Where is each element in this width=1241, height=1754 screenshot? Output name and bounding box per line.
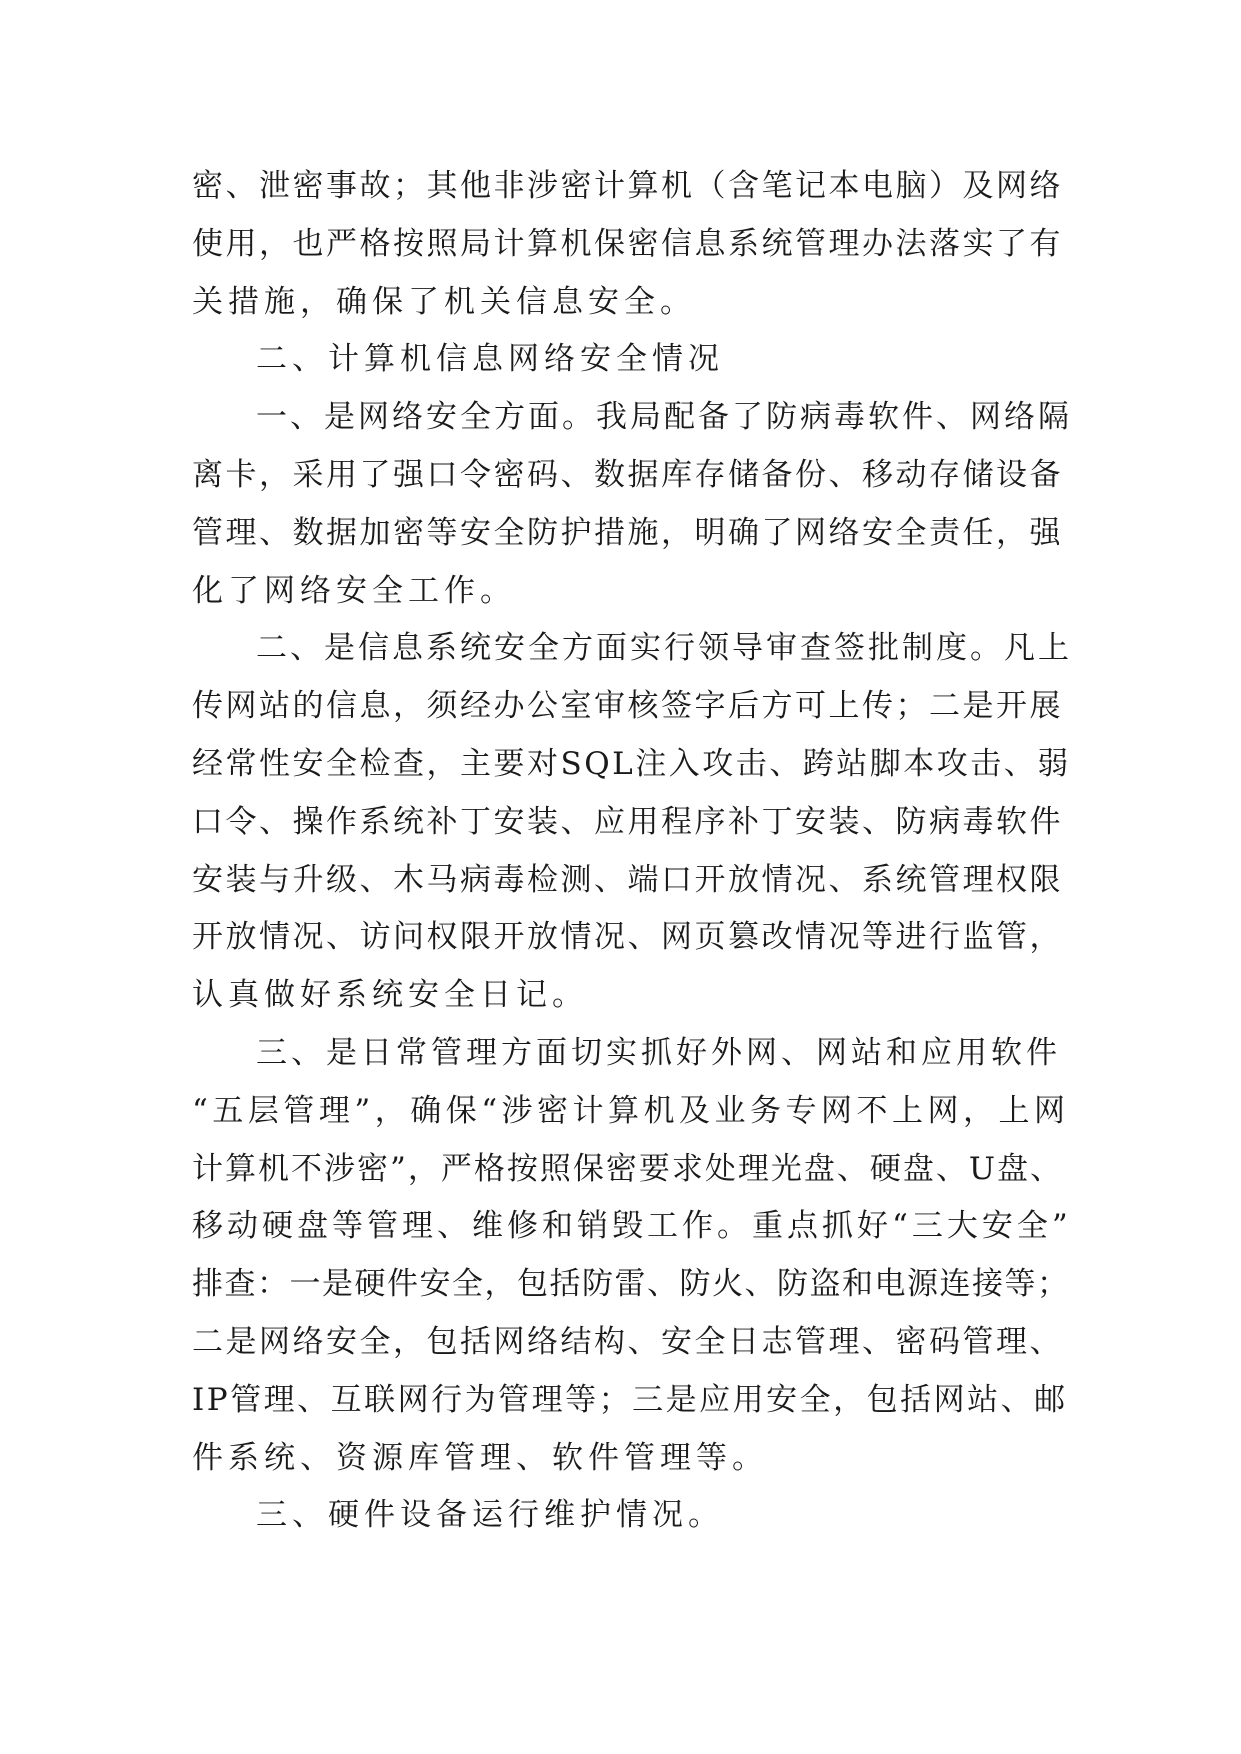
text-line: 离卡，采用了强口令密码、数据库存储备份、移动存储设备 [192, 456, 1063, 493]
text-line: 化了网络安全工作。 [192, 572, 516, 609]
text-line: 二、是信息系统安全方面实行领导审查签批制度。凡上 [256, 630, 1072, 667]
text-line: 经常性安全检查，主要对SQL注入攻击、跨站脚本攻击、弱 [192, 745, 1071, 782]
text-line: 一、是网络安全方面。我局配备了防病毒软件、网络隔 [256, 399, 1072, 436]
text-line: 移动硬盘等管理、维修和销毁工作。重点抓好“三大安全” [192, 1208, 1072, 1245]
text-line: 开放情况、访问权限开放情况、网页篡改情况等进行监管， [192, 919, 1063, 956]
text-line: 使用，也严格按照局计算机保密信息系统管理办法落实了有 [192, 225, 1063, 262]
text-line: 管理、数据加密等安全防护措施，明确了网络安全责任，强 [192, 514, 1063, 551]
text-line: 关措施，确保了机关信息安全。 [192, 283, 696, 320]
text-line: 安装与升级、木马病毒检测、端口开放情况、系统管理权限 [192, 861, 1063, 898]
text-line: 三、是日常管理方面切实抓好外网、网站和应用软件 [256, 1034, 1061, 1071]
text-line: 二、计算机信息网络安全情况 [256, 341, 724, 378]
text-line: 二是网络安全，包括网络结构、安全日志管理、密码管理、 [192, 1323, 1063, 1360]
text-line: 三、硬件设备运行维护情况。 [256, 1497, 724, 1534]
text-line: 排查：一是硬件安全，包括防雷、防火、防盗和电源连接等； [192, 1266, 1070, 1303]
text-line: 计算机不涉密”，严格按照保密要求处理光盘、硬盘、U盘、 [192, 1150, 1063, 1187]
text-line: 件系统、资源库管理、软件管理等。 [192, 1439, 768, 1476]
text-line: 传网站的信息，须经办公室审核签字后方可上传；二是开展 [192, 688, 1063, 725]
text-line: 认真做好系统安全日记。 [192, 977, 588, 1014]
document-body [192, 158, 1072, 1545]
text-line: 密、泄密事故；其他非涉密计算机（含笔记本电脑）及网络 [192, 168, 1063, 204]
text-line: IP管理、互联网行为管理等；三是应用安全，包括网站、邮 [192, 1381, 1068, 1418]
text-line: “五层管理”，确保“涉密计算机及业务专网不上网，上网 [192, 1092, 1070, 1129]
text-line: 口令、操作系统补丁安装、应用程序补丁安装、防病毒软件 [192, 803, 1063, 840]
